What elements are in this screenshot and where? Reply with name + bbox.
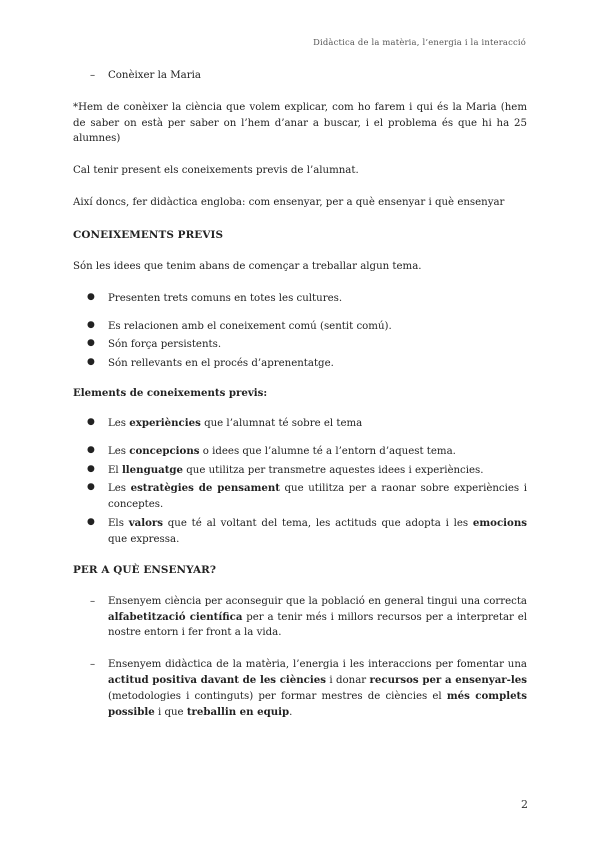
- bullet-text: Són rellevants en el procés d’aprenentatge.: [108, 358, 334, 370]
- heading-per-a-que-ensenyar: PER A QUÈ ENSENYAR?: [73, 563, 217, 576]
- element-item: [73, 481, 527, 513]
- element-pre: Les: [108, 417, 130, 429]
- element-post: que utilitza per a raonar sobre experiències i conceptes.: [108, 483, 527, 511]
- element-pre: Les: [108, 483, 131, 495]
- element-mid: que té al voltant del tema, les actituds que adopta i les: [163, 517, 473, 529]
- bullet-mark: ●: [87, 416, 95, 427]
- bold-run: actitud positiva davant de les ciències: [108, 673, 326, 686]
- element-pre: Els: [108, 517, 129, 529]
- text-run: Ensenyem ciència per aconseguir que la població en general tingui una correcta: [108, 595, 527, 607]
- bullet-mark: ●: [87, 319, 95, 330]
- paragraph-didactica: Així doncs, fer didàctica engloba: com ensenyar, per a què ensenyar i què ensenyar: [73, 197, 505, 209]
- bullet-item: [73, 319, 527, 335]
- element-pre: Les: [108, 445, 130, 457]
- text-run: i donar: [325, 674, 370, 686]
- bullet-mark: ●: [87, 463, 95, 474]
- element-bold: llenguatge: [121, 463, 184, 476]
- element-item: [73, 444, 527, 460]
- bullet-mark: ●: [87, 482, 95, 493]
- dash-mark: –: [90, 659, 96, 671]
- page-content: [73, 68, 527, 720]
- bullet-item: [73, 291, 527, 307]
- bold-run: més complets possible: [108, 689, 527, 718]
- bullet-text: Presenten trets comuns en totes les cultures.: [108, 292, 343, 304]
- element-post: que utilitza per transmetre aquestes idees i experiències.: [183, 464, 484, 476]
- element-post: o idees que l’alumne té a l’entorn d’aquest tema.: [199, 445, 456, 457]
- bullet-mark: ●: [87, 291, 95, 302]
- element-pre: El: [108, 464, 122, 476]
- element-bold: concepcions: [129, 444, 200, 457]
- text-run: Ensenyem didàctica de la matèria, l’energia i les interaccions per fomentar una: [108, 659, 527, 671]
- heading-coneixements-previs: CONEIXEMENTS PREVIS: [73, 228, 224, 241]
- bullet-text: Són força persistents.: [108, 339, 222, 351]
- bullet-mark: ●: [87, 516, 95, 527]
- dash-item-text: Conèixer la Maria: [108, 70, 201, 81]
- bold-run: alfabetització científica: [108, 610, 243, 623]
- dash-item-ciencia: [73, 594, 527, 641]
- text-run: (metodologies i continguts) per formar mestres de ciències el: [108, 690, 447, 702]
- element-item: [73, 463, 527, 479]
- running-header: Didàctica de la matèria, l’energia i la interacció: [313, 37, 526, 47]
- dash-item-conèixer: [73, 68, 527, 84]
- bullet-text: Es relacionen amb el coneixement comú (sentit comú).: [108, 320, 392, 332]
- element-bold: estratègies de pensament: [130, 482, 280, 495]
- bold-run: recursos per a ensenyar-les: [369, 673, 527, 686]
- element-item: [73, 416, 527, 432]
- text-run: i que: [154, 706, 187, 718]
- element-post: que expressa.: [108, 533, 180, 545]
- dash-mark: –: [90, 70, 96, 81]
- bullet-item: [73, 356, 527, 372]
- page-number: 2: [521, 798, 528, 811]
- bullet-item: [73, 337, 527, 353]
- element-bold-2: emocions: [472, 516, 527, 529]
- element-bold: experiències: [129, 416, 201, 429]
- text-run: .: [289, 706, 293, 718]
- dash-item-didactica: [73, 657, 527, 720]
- paragraph-definition: Són les idees que tenim abans de començar a treballar algun tema.: [73, 261, 422, 272]
- bullet-mark: ●: [87, 357, 95, 368]
- bullet-mark: ●: [87, 444, 95, 455]
- element-item: [73, 516, 527, 548]
- element-post: que l’alumnat té sobre el tema: [200, 417, 363, 429]
- bullet-mark: ●: [87, 338, 95, 349]
- bold-run: treballin en equip: [186, 705, 290, 718]
- note-paragraph: *Hem de conèixer la ciència que volem explicar, com ho farem i qui és la Maria (hem de saber on està per saber on l’hem d’anar a buscar, i el problema és que hi ha 25 alumnes): [73, 101, 527, 145]
- dash-mark: –: [90, 595, 96, 607]
- subheading-elements: Elements de coneixements previs:: [73, 387, 268, 400]
- text-run: per a tenir més i millors recursos per a interpretar el nostre entorn i fer front a la vida.: [108, 611, 527, 639]
- element-bold: valors: [128, 516, 163, 529]
- paragraph-coneixements: Cal tenir present els coneixements previs de l’alumnat.: [73, 165, 359, 177]
